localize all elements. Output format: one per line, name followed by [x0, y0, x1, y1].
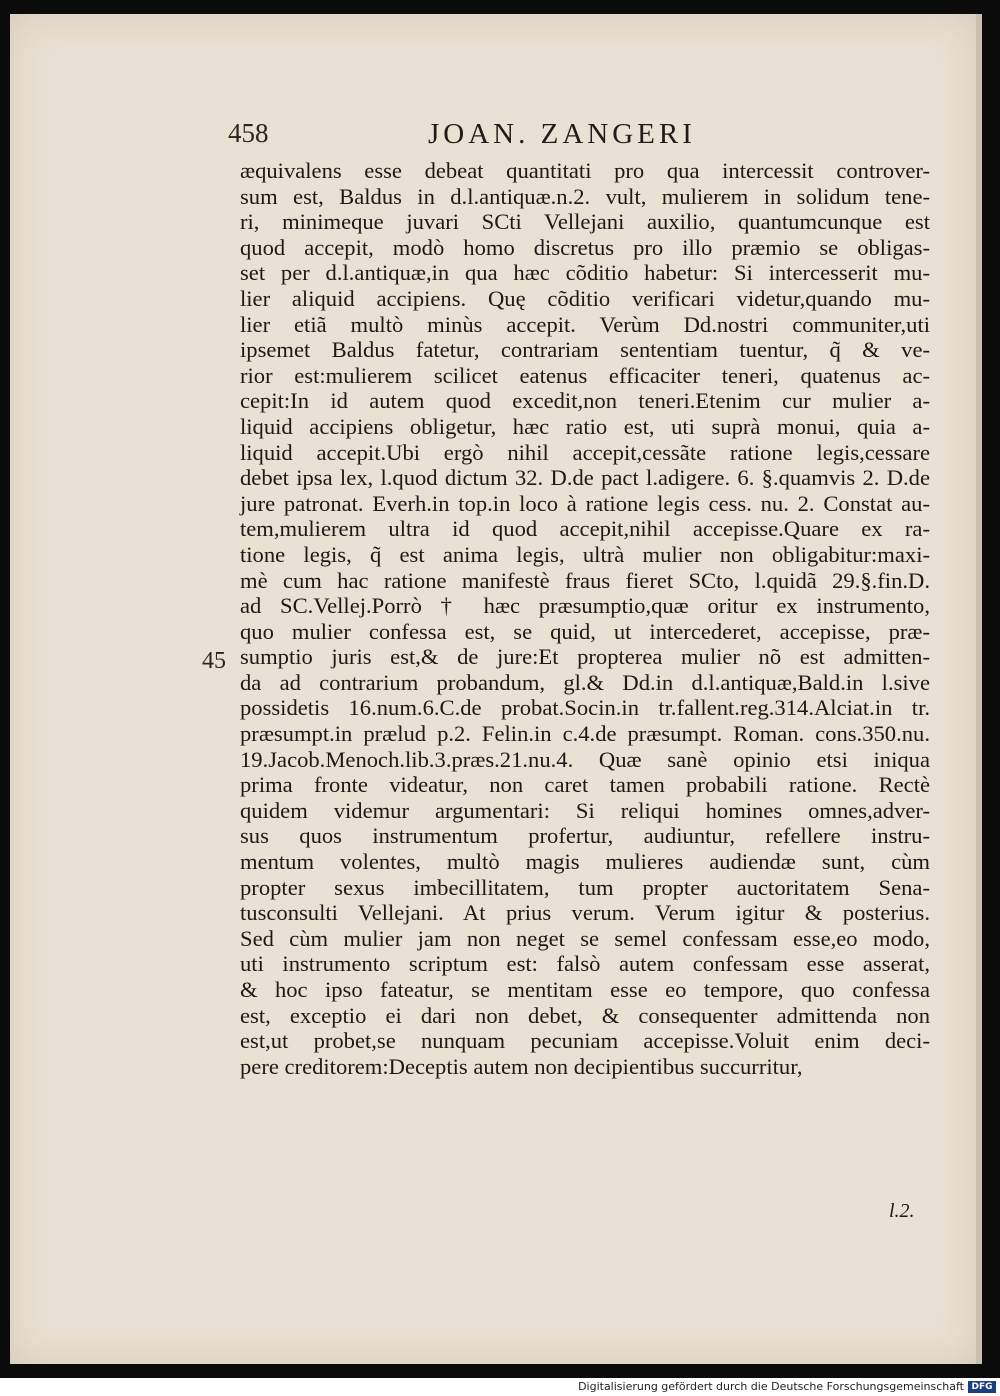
text-line: cepit:In id autem quod excedit,non teneri.Etenim cur mulier a- [240, 388, 930, 414]
text-line: prima fronte videatur, non caret tamen probabili ratione. Rectè [240, 772, 930, 798]
text-line: sumptio juris est,& de jure:Et propterea mulier nõ est admitten- [240, 644, 930, 670]
body-text [240, 158, 930, 1079]
text-line: liquid accipiens obligetur, hæc ratio est, uti suprà monui, quia a- [240, 413, 930, 439]
text-line: sum est, Baldus in d.l.antiquæ.n.2. vult, mulierem in solidum tene- [240, 183, 930, 209]
catchword: l.2. [889, 1200, 915, 1222]
text-line: tione legis, q̃ est anima legis, ultrà mulier non obligabitur:maxi- [240, 541, 930, 567]
text-line: sus quos instrumentum profertur, audiuntur, refellere instru- [240, 823, 930, 849]
text-line: mentum volentes, multò magis mulieres audiendæ sunt, cùm [240, 849, 930, 875]
page-header [228, 118, 788, 158]
text-line: uti instrumento scriptum est: falsò autem confessam esse asserat, [240, 951, 930, 977]
text-line: est, exceptio ei dari non debet, & consequenter admittenda non [240, 1002, 930, 1028]
text-line: da ad contrarium probandum, gl.& Dd.in d.l.antiquæ,Bald.in l.sive [240, 669, 930, 695]
text-line: lier aliquid accipiens. Quę cõditio verificari videtur,quando mu- [240, 285, 930, 311]
margin-section-number: 45 [202, 648, 226, 674]
text-line: æquivalens esse debeat quantitati pro qua intercessit controver- [240, 158, 930, 183]
text-line: propter sexus imbecillitatem, tum propter auctoritatem Sena- [240, 874, 930, 900]
text-line: præsumpt.in prælud p.2. Felin.in c.4.de præsumpt. Roman. cons.350.nu. [240, 721, 930, 747]
text-line: & hoc ipso fateatur, se mentitam esse eo tempore, quo confessa [240, 977, 930, 1002]
text-line: lier etiã multò minùs accepit. Verùm Dd.nostri communiter,uti [240, 311, 930, 337]
text-line: tusconsulti Vellejani. At prius verum. Verum igitur & posterius. [240, 900, 930, 926]
text-line: 19.Jacob.Menoch.lib.3.præs.21.nu.4. Quæ sanè opinio etsi iniqua [240, 746, 930, 772]
text-line: debet ipsa lex, l.quod dictum 32. D.de pact l.adigere. 6. §.quamvis 2. D.de [240, 465, 930, 491]
footer [0, 1378, 1000, 1396]
text-line: quo mulier confessa est, se quid, ut intercederet, accepisse, præ- [240, 618, 930, 644]
text-line: rior est:mulierem scilicet eatenus efficaciter teneri, quatenus ac- [240, 362, 930, 388]
page-number: 458 [228, 118, 269, 148]
text-line: quod accepit, modò homo discretus pro illo præmio se obligas- [240, 234, 930, 260]
text-line: ipsemet Baldus fatetur, contrariam sententiam tuentur, q̃ & ve- [240, 337, 930, 363]
text-line: ad SC.Vellej.Porrò † hæc præsumptio,quæ oritur ex instrumento, [240, 593, 930, 619]
text-line: tem,mulierem ultra id quod accepit,nihil accepisse.Quare ex ra- [240, 516, 930, 542]
text-line: liquid accepit.Ubi ergò nihil accepit,cessãte ratione legis,cessare [240, 439, 930, 465]
footer-credit: Digitalisierung gefördert durch die Deutsche Forschungsgemeinschaft [578, 1380, 964, 1393]
text-line: set per d.l.antiquæ,in qua hæc cõditio habetur: Si intercesserit mu- [240, 260, 930, 286]
text-line: jure patronat. Everh.in top.in loco à ratione legis cess. nu. 2. Constat au- [240, 490, 930, 516]
running-head: JOAN. ZANGERI [428, 118, 696, 150]
dfg-logo: DFG [968, 1381, 996, 1393]
text-line: Sed cùm mulier jam non neget se semel confessam esse,eo modo, [240, 925, 930, 951]
text-line: possidetis 16.num.6.C.de probat.Socin.in tr.fallent.reg.314.Alciat.in tr. [240, 695, 930, 721]
text-line: pere creditorem:Deceptis autem non decipientibus succurritur, [240, 1053, 803, 1079]
text-line: mè cum hac ratione manifestè fraus fieret SCto, l.quidã 29.§.fin.D. [240, 567, 930, 593]
text-line: ri, minimeque juvari SCti Vellejani auxilio, quantumcunque est [240, 209, 930, 235]
page-edge [976, 14, 982, 1364]
text-line: est,ut probet,se nunquam pecuniam accepisse.Voluit enim deci- [240, 1028, 930, 1054]
text-line: quidem videmur argumentari: Si reliqui homines omnes,adver- [240, 797, 930, 823]
